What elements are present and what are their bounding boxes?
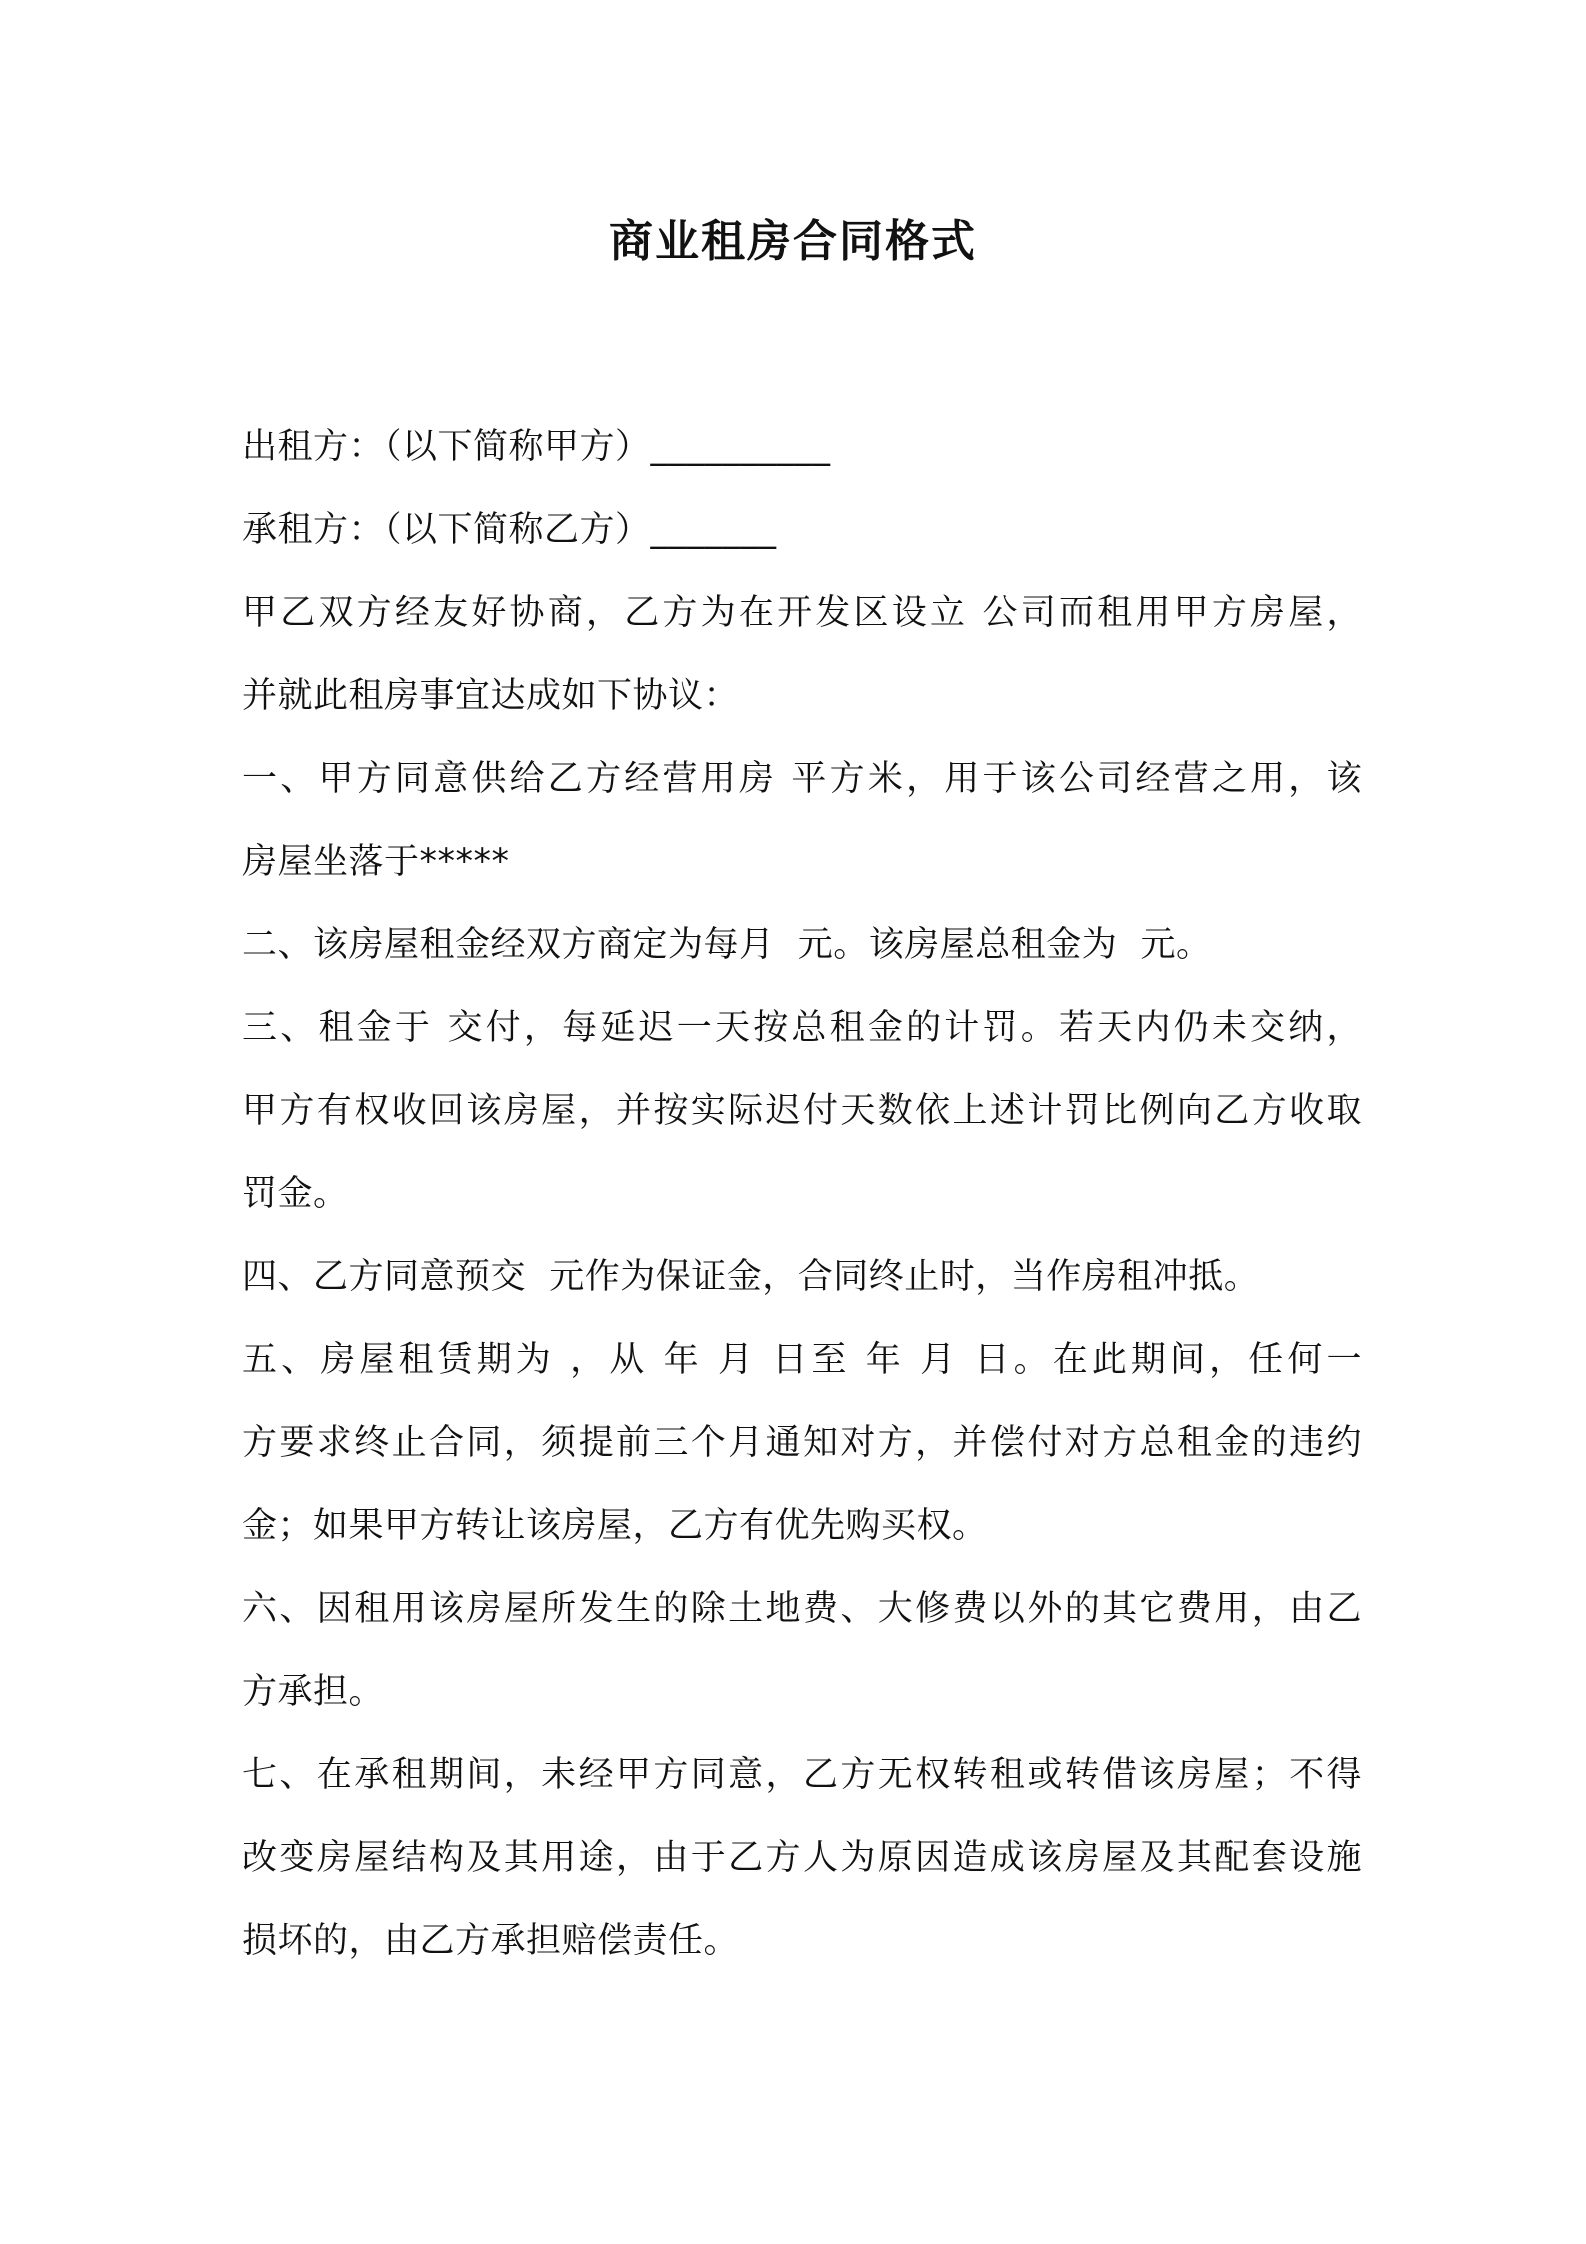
document-line: 出租方：（以下简称甲方）__________ xyxy=(242,427,831,467)
document-line: 四、乙方同意预交 元作为保证金，合同终止时，当作房租冲抵。 xyxy=(242,1257,1260,1297)
document-line: 甲方有权收回该房屋，并按实际迟付天数依上述计罚比例向乙方收取 xyxy=(242,1091,1362,1131)
document-line: 六、因租用该房屋所发生的除土地费、大修费以外的其它费用，由乙 xyxy=(242,1589,1362,1629)
document-line: 罚金。 xyxy=(242,1174,349,1214)
document-line: 方承担。 xyxy=(242,1672,385,1712)
document-line: 房屋坐落于***** xyxy=(242,842,510,882)
document-line: 三、租金于 交付，每延迟一天按总租金的计罚。若天内仍未交纳， xyxy=(242,1008,1362,1048)
document-line: 甲乙双方经友好协商，乙方为在开发区设立 公司而租用甲方房屋， xyxy=(242,593,1362,633)
document-line: 七、在承租期间，未经甲方同意，乙方无权转租或转借该房屋；不得 xyxy=(242,1755,1362,1795)
document-line: 一、甲方同意供给乙方经营用房 平方米，用于该公司经营之用，该 xyxy=(242,759,1362,799)
document-line: 损坏的，由乙方承担赔偿责任。 xyxy=(242,1921,740,1961)
document-line: 并就此租房事宜达成如下协议： xyxy=(242,676,740,716)
document-line: 五、房屋租赁期为 ，从 年 月 日至 年 月 日。在此期间，任何一 xyxy=(242,1340,1362,1380)
document-line: 金；如果甲方转让该房屋，乙方有优先购买权。 xyxy=(242,1506,988,1546)
document-body xyxy=(242,406,1362,1983)
document-line: 方要求终止合同，须提前三个月通知对方，并偿付对方总租金的违约 xyxy=(242,1423,1362,1463)
document-line: 二、该房屋租金经双方商定为每月 元。该房屋总租金为 元。 xyxy=(242,925,1212,965)
document-line: 改变房屋结构及其用途，由于乙方人为原因造成该房屋及其配套设施 xyxy=(242,1838,1362,1878)
document-line: 承租方：（以下简称乙方）_______ xyxy=(242,510,777,550)
document-title: 商业租房合同格式 xyxy=(609,216,977,267)
